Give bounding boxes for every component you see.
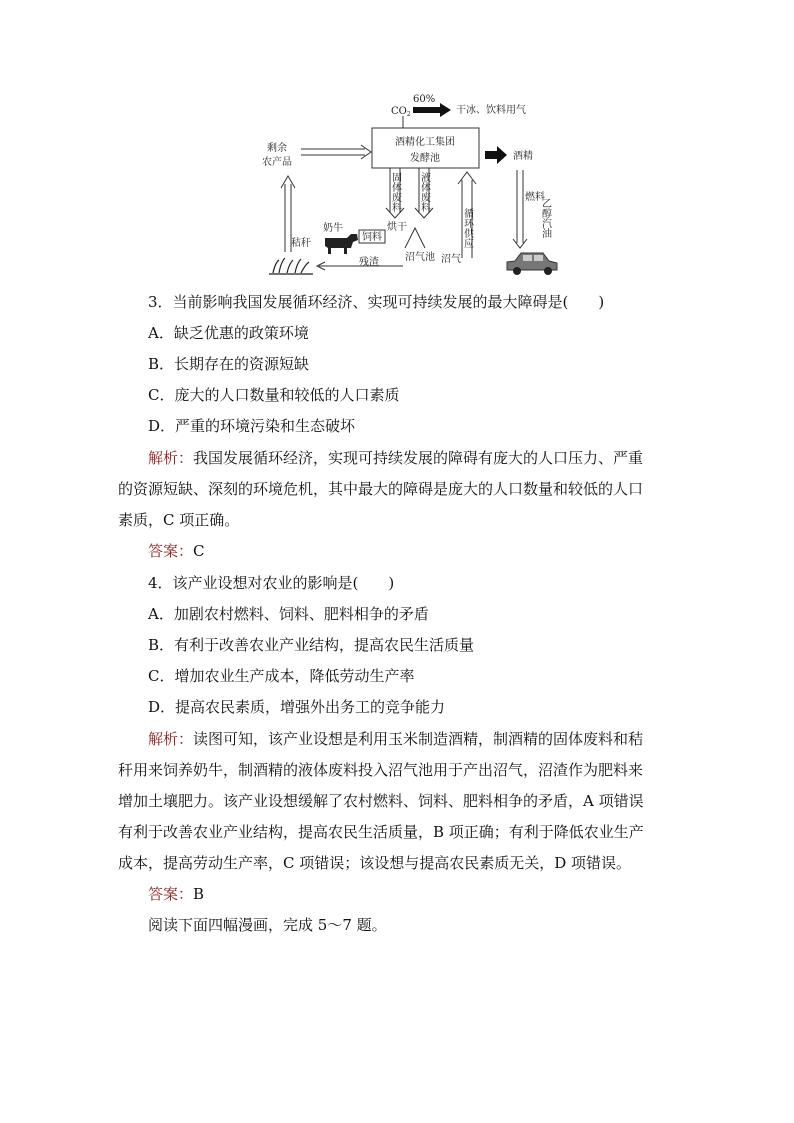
fuel-label: 燃料 [525, 192, 545, 203]
factory-label-1: 酒精化工集团 [395, 137, 455, 148]
q3-analysis-label: 解析： [148, 449, 194, 467]
q3-analysis-text-1: 我国发展循环经济，实现可持续发展的障碍有庞大的人口压力、严重 [193, 449, 644, 467]
alcohol-label: 酒精 [513, 151, 533, 162]
q3-analysis-line-3: 素质，C 项正确。 [118, 511, 240, 529]
q3-option-b: B．长期存在的资源短缺 [148, 355, 310, 373]
q4-analysis-line-1 [148, 729, 643, 749]
q4-answer-label: 答案： [148, 885, 194, 903]
q4-stem: 4．该产业设想对农业的影响是( ) [148, 574, 395, 592]
q4-analysis-label: 解析： [148, 730, 194, 748]
q3-answer-value: C [193, 542, 205, 560]
q3-analysis-line-1 [148, 448, 643, 468]
q4-analysis-text-1: 读图可知，该产业设想是利用玉米制造酒精，制酒精的固体废料和秸 [193, 730, 644, 748]
co2-percent: 60% [413, 94, 436, 105]
q4-option-a: A．加剧农村燃料、饲料、肥料相争的矛盾 [148, 605, 429, 623]
dry-ice-label: 干冰、饮料用气 [456, 105, 526, 116]
feed-label: 饲料 [362, 232, 382, 243]
co2-arrow [413, 103, 451, 117]
q4-analysis-line-2: 秆用来饲养奶牛，制酒精的液体废料投入沼气池用于产出沼气，沼渣作为肥料来 [118, 761, 644, 779]
surplus-label-2: 农产品 [262, 157, 292, 168]
residue-label: 残渣 [359, 257, 379, 268]
liquid-waste-label: 液体废料 [418, 172, 430, 212]
q3-answer [148, 541, 205, 561]
co2-label: $CO_2$ [391, 106, 411, 118]
car-icon [507, 253, 557, 275]
q4-answer [148, 884, 204, 904]
industry-flow-diagram [255, 88, 575, 286]
q3-answer-label: 答案： [148, 542, 194, 560]
solid-waste-label: 固体废料 [389, 172, 401, 212]
q3-option-c: C．庞大的人口数量和较低的人口素质 [148, 386, 400, 404]
q3-stem: 3．当前影响我国发展循环经济、实现可持续发展的最大障碍是( ) [148, 293, 605, 311]
dairy-cow-label: 奶牛 [323, 223, 343, 234]
q3-analysis-line-2: 的资源短缺、深刻的环境危机，其中最大的障碍是庞大的人口数量和较低的人口 [118, 480, 644, 498]
dry-label: 烘干 [387, 222, 407, 233]
biogas-pool-label: 沼气池 [405, 252, 435, 263]
next-section-intro: 阅读下面四幅漫画，完成 5～7 题。 [148, 916, 387, 934]
q4-option-b: B．有利于改善农业产业结构，提高农民生活质量 [148, 636, 475, 654]
surplus-label-1: 剩余 [267, 143, 287, 154]
biogas-label: 沼气 [441, 254, 461, 265]
ethanol-fuel-label: 乙醇汽油 [539, 198, 551, 238]
straw-label: 秸秆 [291, 238, 311, 249]
flow-diagram-svg [255, 88, 575, 286]
q4-analysis-line-5: 成本，提高劳动生产率，C 项错误；该设想与提高农民素质无关，D 项错误。 [118, 854, 632, 872]
q4-analysis-line-4: 有利于改善农业产业结构，提高农民生活质量，B 项正确；有利于降低农业生产 [118, 823, 644, 841]
q4-option-c: C．增加农业生产成本，降低劳动生产率 [148, 667, 415, 685]
q4-option-d: D．提高农民素质，增强外出务工的竞争能力 [148, 698, 446, 716]
recycle-label: 循环供应 [461, 208, 473, 248]
factory-label-2: 发酵池 [410, 153, 440, 164]
cow-icon [325, 234, 358, 254]
alcohol-arrow [485, 146, 507, 164]
crops-icon [269, 258, 313, 274]
q3-option-a: A．缺乏优惠的政策环境 [148, 324, 309, 342]
biogas-pool-shape [405, 228, 425, 248]
q4-answer-value: B [193, 885, 205, 903]
q4-analysis-line-3: 增加土壤肥力。该产业设想缓解了农村燃料、饲料、肥料相争的矛盾，A 项错误 [118, 792, 644, 810]
q3-option-d: D．严重的环境污染和生态破坏 [148, 417, 356, 435]
